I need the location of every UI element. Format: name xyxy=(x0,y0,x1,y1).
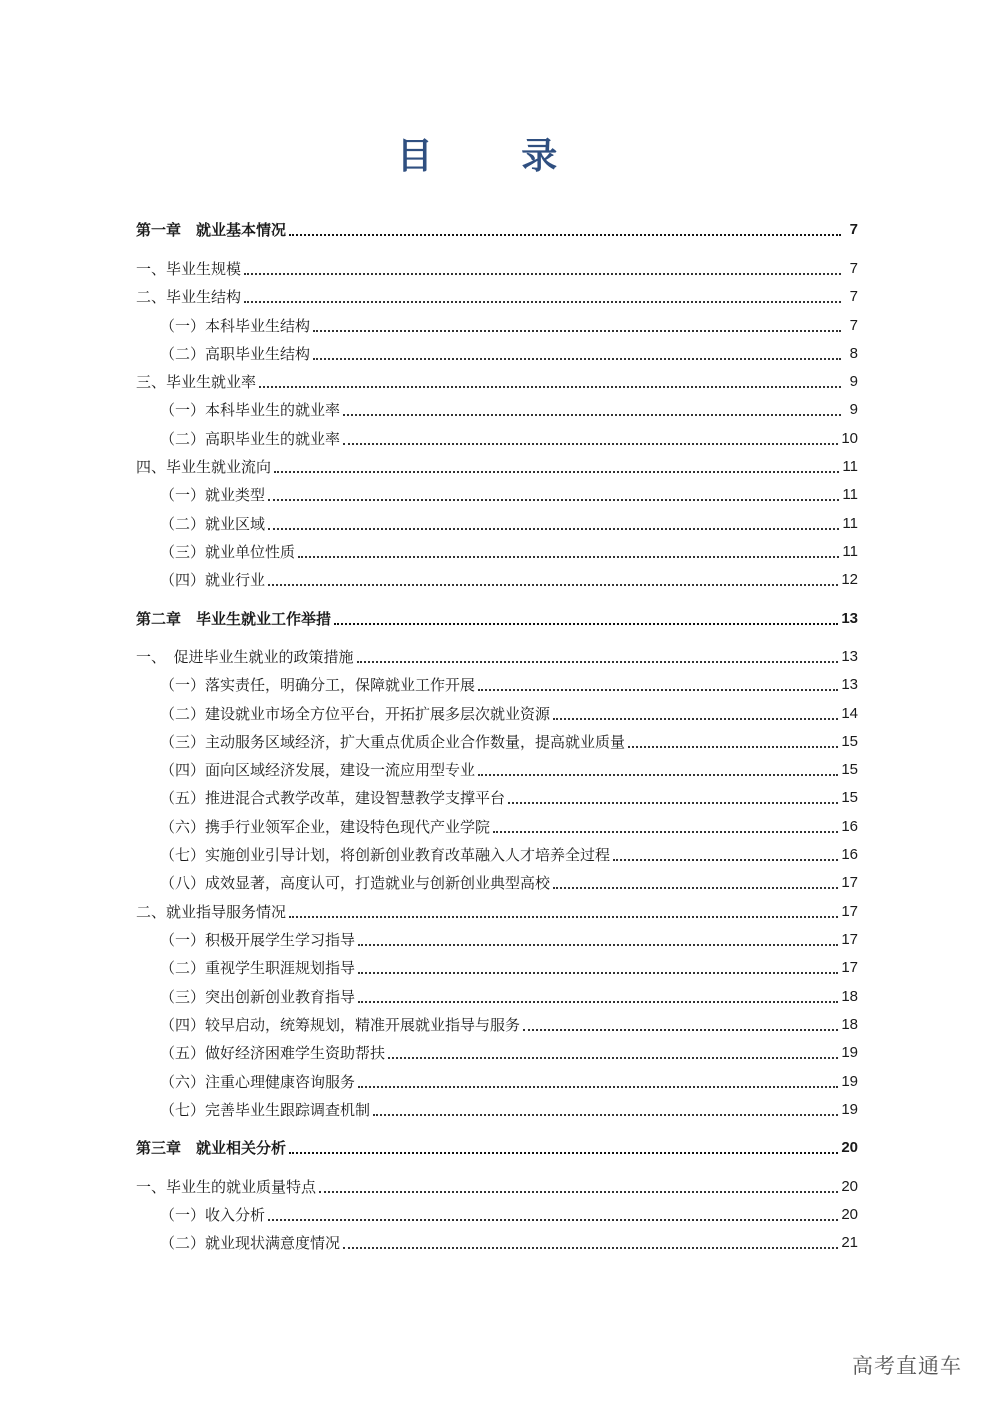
toc-page-number: 7 xyxy=(849,317,858,334)
watermark-text: 高考直通车 xyxy=(852,1354,962,1378)
toc-dot-leader xyxy=(313,330,841,332)
toc-entry-title: 一、 促进毕业生就业的政策措施 xyxy=(136,648,354,666)
toc-subsection-entry[interactable] xyxy=(136,1202,858,1228)
toc-dot-leader xyxy=(478,689,838,691)
toc-dot-leader xyxy=(298,556,839,558)
toc-page-number: 8 xyxy=(849,345,858,362)
toc-dot-leader xyxy=(289,234,841,236)
toc-entry-title: （三）突出创新创业教育指导 xyxy=(160,988,356,1006)
toc-page-number: 20 xyxy=(841,1206,858,1223)
toc-page-number: 18 xyxy=(841,988,858,1005)
toc-dot-leader xyxy=(274,471,839,473)
toc-page-number: 7 xyxy=(849,260,858,277)
toc-subsection-entry[interactable] xyxy=(136,870,858,896)
toc-page-number: 11 xyxy=(842,515,858,532)
toc-page-number: 9 xyxy=(849,373,858,390)
toc-subsection-entry[interactable] xyxy=(136,927,858,953)
toc-dot-leader xyxy=(334,623,838,625)
toc-page-number: 16 xyxy=(841,818,858,835)
toc-entry-title: （一）收入分析 xyxy=(160,1206,266,1224)
toc-entry-title: （六）携手行业领军企业，建设特色现代产业学院 xyxy=(160,818,491,836)
toc-entry-title: （二）高职毕业生的就业率 xyxy=(160,430,341,448)
toc-entry-title: （五）做好经济困难学生资助帮扶 xyxy=(160,1044,386,1062)
toc-dot-leader xyxy=(613,859,838,861)
toc-subsection-entry[interactable] xyxy=(136,511,858,537)
toc-page-number: 7 xyxy=(849,288,858,305)
toc-dot-leader xyxy=(357,661,839,663)
toc-entry-title: （三）就业单位性质 xyxy=(160,543,296,561)
toc-entry-title: （七）实施创业引导计划，将创新创业教育改革融入人才培养全过程 xyxy=(160,846,611,864)
toc-dot-leader xyxy=(373,1114,838,1116)
toc-entry-title: （二）高职毕业生结构 xyxy=(160,345,311,363)
toc-entry-title: 一、毕业生的就业质量特点 xyxy=(136,1178,317,1196)
toc-page-number: 11 xyxy=(842,543,858,560)
toc-subsection-entry[interactable] xyxy=(136,1040,858,1066)
toc-subsection-entry[interactable] xyxy=(136,397,858,423)
toc-section-entry[interactable] xyxy=(136,644,858,670)
toc-section-entry[interactable] xyxy=(136,369,858,395)
toc-subsection-entry[interactable] xyxy=(136,1230,858,1256)
toc-entry-title: （二）就业现状满意度情况 xyxy=(160,1234,341,1252)
toc-subsection-entry[interactable] xyxy=(136,984,858,1010)
toc-entry-title: （三）主动服务区域经济，扩大重点优质企业合作数量，提高就业质量 xyxy=(160,733,626,751)
page-title: 目 录 xyxy=(396,136,596,177)
toc-section-entry[interactable] xyxy=(136,454,858,480)
toc-dot-leader xyxy=(553,887,838,889)
toc-dot-leader xyxy=(259,386,841,388)
toc-page-number: 19 xyxy=(841,1044,858,1061)
toc-page-number: 11 xyxy=(842,486,858,503)
toc-page-number: 17 xyxy=(841,874,858,891)
toc-chapter-entry[interactable] xyxy=(136,606,858,632)
toc-subsection-entry[interactable] xyxy=(136,482,858,508)
toc-page-number: 17 xyxy=(841,959,858,976)
toc-entry-title: 二、就业指导服务情况 xyxy=(136,903,287,921)
toc-section-entry[interactable] xyxy=(136,284,858,310)
toc-page-number: 15 xyxy=(841,789,858,806)
toc-page-number: 19 xyxy=(841,1073,858,1090)
toc-entry-title: （二）建设就业市场全方位平台，开拓扩展多层次就业资源 xyxy=(160,705,551,723)
toc-dot-leader xyxy=(268,1219,838,1221)
toc-page-number: 7 xyxy=(849,221,858,238)
toc-subsection-entry[interactable] xyxy=(136,567,858,593)
toc-dot-leader xyxy=(388,1057,838,1059)
toc-dot-leader xyxy=(493,831,838,833)
toc-page-number: 13 xyxy=(841,610,858,627)
toc-subsection-entry[interactable] xyxy=(136,1097,858,1123)
toc-page-number: 19 xyxy=(841,1101,858,1118)
toc-dot-leader xyxy=(358,944,838,946)
toc-entry-title: （四）面向区域经济发展，建设一流应用型专业 xyxy=(160,761,476,779)
toc-entry-title: 四、毕业生就业流向 xyxy=(136,458,272,476)
toc-entry-title: （八）成效显著，高度认可，打造就业与创新创业典型高校 xyxy=(160,874,551,892)
toc-subsection-entry[interactable] xyxy=(136,426,858,452)
toc-entry-title: （一）本科毕业生的就业率 xyxy=(160,401,341,419)
toc-entry-title: 二、毕业生结构 xyxy=(136,288,242,306)
toc-subsection-entry[interactable] xyxy=(136,955,858,981)
toc-subsection-entry[interactable] xyxy=(136,785,858,811)
toc-entry-title: （一）落实责任，明确分工，保障就业工作开展 xyxy=(160,676,476,694)
toc-dot-leader xyxy=(319,1191,838,1193)
toc-chapter-entry[interactable] xyxy=(136,1135,858,1161)
toc-subsection-entry[interactable] xyxy=(136,757,858,783)
toc-page-number: 11 xyxy=(842,458,858,475)
toc-entry-title: 一、毕业生规模 xyxy=(136,260,242,278)
toc-dot-leader xyxy=(508,802,838,804)
toc-dot-leader xyxy=(289,1152,838,1154)
toc-page-number: 17 xyxy=(841,903,858,920)
toc-dot-leader xyxy=(523,1029,838,1031)
toc-dot-leader xyxy=(244,273,841,275)
toc-dot-leader xyxy=(313,358,841,360)
toc-page-number: 14 xyxy=(841,705,858,722)
toc-entry-title: 三、毕业生就业率 xyxy=(136,373,257,391)
toc-section-entry[interactable] xyxy=(136,899,858,925)
toc-entry-title: 第一章 就业基本情况 xyxy=(136,221,287,239)
toc-dot-leader xyxy=(343,414,841,416)
toc-page-number: 18 xyxy=(841,1016,858,1033)
toc-page-number: 21 xyxy=(841,1234,858,1251)
toc-page-number: 15 xyxy=(841,733,858,750)
toc-dot-leader xyxy=(358,972,838,974)
toc-page-number: 13 xyxy=(841,648,858,665)
toc-page-number: 13 xyxy=(841,676,858,693)
toc-subsection-entry[interactable] xyxy=(136,814,858,840)
toc-page-number: 12 xyxy=(841,571,858,588)
toc-page-number: 17 xyxy=(841,931,858,948)
toc-entry-title: （七）完善毕业生跟踪调查机制 xyxy=(160,1101,371,1119)
toc-subsection-entry[interactable] xyxy=(136,729,858,755)
toc-entry-title: 第三章 就业相关分析 xyxy=(136,1139,287,1157)
toc-page-number: 10 xyxy=(841,430,858,447)
toc-dot-leader xyxy=(244,301,841,303)
toc-subsection-entry[interactable] xyxy=(136,1069,858,1095)
toc-dot-leader xyxy=(343,1247,838,1249)
toc-page-number: 16 xyxy=(841,846,858,863)
toc-entry-title: （六）注重心理健康咨询服务 xyxy=(160,1073,356,1091)
toc-entry-title: （四）就业行业 xyxy=(160,571,266,589)
toc-page-number: 9 xyxy=(849,401,858,418)
toc-dot-leader xyxy=(358,1086,838,1088)
toc-subsection-entry[interactable] xyxy=(136,842,858,868)
toc-entry-title: （一）就业类型 xyxy=(160,486,266,504)
toc-page-number: 20 xyxy=(841,1178,858,1195)
toc-dot-leader xyxy=(553,718,838,720)
toc-entry-title: （二）就业区域 xyxy=(160,515,266,533)
toc-dot-leader xyxy=(628,746,838,748)
toc-subsection-entry[interactable] xyxy=(136,539,858,565)
toc-subsection-entry[interactable] xyxy=(136,701,858,727)
toc-entry-title: （二）重视学生职涯规划指导 xyxy=(160,959,356,977)
toc-dot-leader xyxy=(268,499,839,501)
toc-dot-leader xyxy=(358,1001,838,1003)
toc-entry-title: （五）推进混合式教学改革，建设智慧教学支撑平台 xyxy=(160,789,506,807)
toc-page-number: 15 xyxy=(841,761,858,778)
toc-subsection-entry[interactable] xyxy=(136,672,858,698)
toc-section-entry[interactable] xyxy=(136,256,858,282)
toc-dot-leader xyxy=(268,528,839,530)
toc-dot-leader xyxy=(478,774,838,776)
toc-entry-title: 第二章 毕业生就业工作举措 xyxy=(136,610,332,628)
toc-subsection-entry[interactable] xyxy=(136,313,858,339)
toc-dot-leader xyxy=(289,916,838,918)
toc-chapter-entry[interactable] xyxy=(136,217,858,243)
toc-entry-title: （一）本科毕业生结构 xyxy=(160,317,311,335)
toc-subsection-entry[interactable] xyxy=(136,1012,858,1038)
toc-entry-title: （一）积极开展学生学习指导 xyxy=(160,931,356,949)
toc-entry-title: （四）较早启动，统筹规划，精准开展就业指导与服务 xyxy=(160,1016,521,1034)
toc-dot-leader xyxy=(343,443,838,445)
toc-subsection-entry[interactable] xyxy=(136,341,858,367)
toc-section-entry[interactable] xyxy=(136,1174,858,1200)
toc-dot-leader xyxy=(268,584,838,586)
toc-page-number: 20 xyxy=(841,1139,858,1156)
